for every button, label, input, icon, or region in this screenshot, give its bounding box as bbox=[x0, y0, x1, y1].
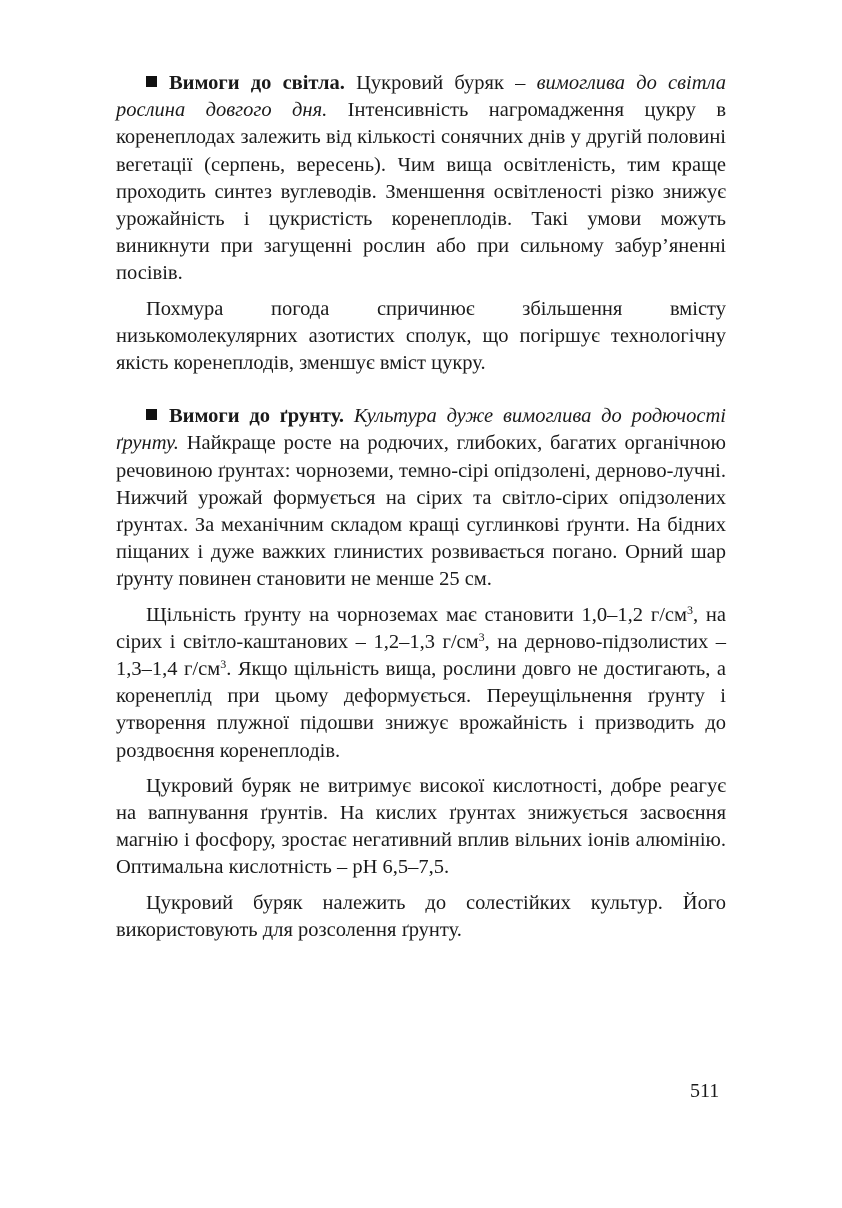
light-requirements-paragraph bbox=[116, 70, 726, 288]
cubic-sup: 3 bbox=[220, 657, 227, 672]
density-text-1: Щільність ґрунту на чорноземах має становити 1,0–1,2 г/см bbox=[146, 603, 687, 626]
cubic-sup: 3 bbox=[478, 629, 485, 644]
light-heading: Вимоги до світла. bbox=[169, 72, 345, 94]
density-text-4: . Якщо щільність вища, рослини довго не достигають, а коренеплід при цьому деформується. Переущільнення ґрунту і утворення плужної підошви знижує врожайність і призводить до роздвоєння коренеплодів. bbox=[116, 658, 726, 762]
soil-heading-connector bbox=[344, 405, 354, 427]
soil-heading-italic: Культура дуже вимоглива до родючості ґрунту. bbox=[116, 405, 726, 455]
acidity-paragraph: Цукровий буряк не витримує високої кислотності, добре реагує на вапнування ґрунтів. На кислих ґрунтах знижується засвоєння магнію і фосфору, зростає негативний вплив вільних іонів алюмінію. Оптимальна кислотність – pH 6,5–7,5. bbox=[116, 774, 726, 879]
page-content bbox=[116, 70, 726, 944]
cloudy-weather-paragraph: Похмура погода спричинює збільшення вмісту низькомолекулярних азотистих сполук, що погіршує технологічну якість коренеплодів, зменшує вміст цукру. bbox=[116, 297, 726, 375]
soil-heading: Вимоги до ґрунту. bbox=[169, 405, 345, 428]
square-bullet-icon bbox=[146, 76, 157, 87]
soil-lead-text: Найкраще росте на родючих, глибоких, багатих органічною речовиною ґрунтах: чорноземи, темно-сірі опідзолені, дерново-лучні. Нижчий урожай формується на сірих та світло-сірих опідзолених ґрунтах. За механічним складом кращі суглинкові ґрунти. На бідних піщаних і дуже важких глинистих розвивається погано. Орний шар ґрунту повинен становити не менше 25 см. bbox=[116, 432, 726, 591]
light-lead-text: Інтенсивність нагромадження цукру в коренеплодах залежить від кількості сонячних днів у другій половині вегетації (серпень, вересень). Чим вища освітленість, тим краще проходить синтез вуглеводів. Зменшення освітленості різко знижує урожайність і цукристість коренеплодів. Такі умови можуть виникнути при загущенні рослин або при сильному забур’яненні посівів. bbox=[116, 99, 726, 285]
cubic-sup: 3 bbox=[687, 602, 693, 617]
soil-requirements-paragraph bbox=[116, 403, 726, 593]
square-bullet-icon bbox=[146, 409, 157, 420]
salt-tolerance-paragraph: Цукровий буряк належить до солестійких культур. Його використовують для розсолення ґрунту. bbox=[116, 891, 726, 941]
light-heading-connector: Цукровий буряк – bbox=[344, 72, 537, 94]
density-text-2: , на сірих і світло-каштанових – 1,2–1,3 г/см bbox=[116, 603, 726, 653]
light-heading-italic: вимоглива до світла рослина довгого дня. bbox=[116, 72, 726, 122]
soil-density-paragraph bbox=[116, 602, 726, 765]
density-text-3: , на дерново-підзолистих – 1,3–1,4 г/см bbox=[116, 630, 727, 681]
page-number: 511 bbox=[690, 1080, 720, 1102]
